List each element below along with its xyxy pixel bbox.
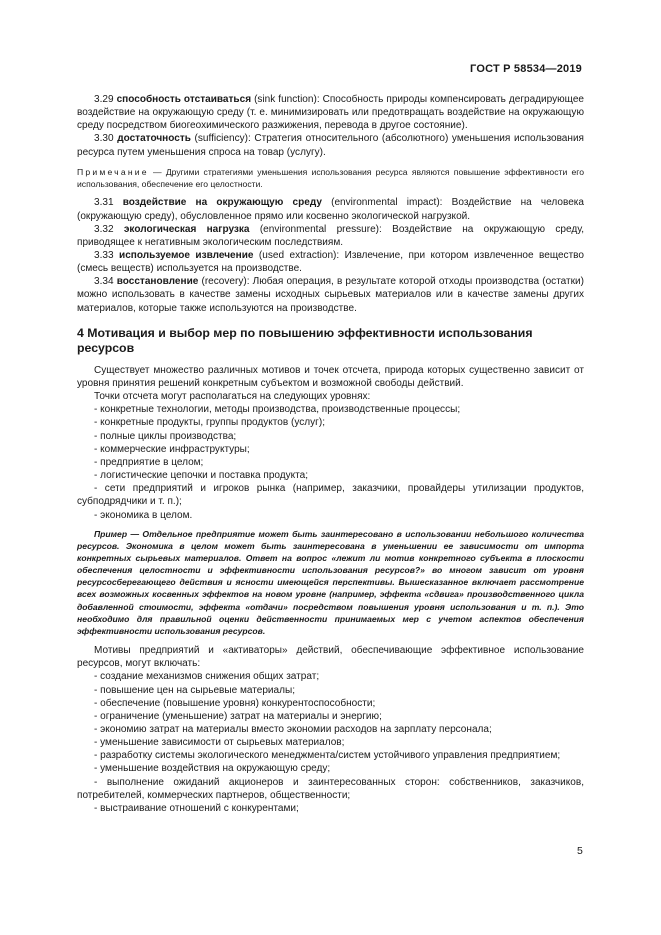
term-definition: [77, 275, 584, 314]
term-number: 3.33: [94, 250, 114, 261]
term-name: экологическая нагрузка: [123, 223, 250, 235]
motive-list-item: - обеспечение (повышение уровня) конкурентоспособности;: [94, 697, 376, 709]
motive-list-item: - уменьшение воздействия на окружающую среду;: [94, 763, 331, 775]
page-number: 5: [577, 845, 583, 857]
term-name: восстановление: [116, 276, 199, 288]
page-body: [77, 93, 584, 815]
term-number: 3.29: [94, 94, 114, 105]
term-definitions-group-2: [77, 196, 584, 314]
motive-list-item: - экономию затрат на материалы вместо экономии расходов на зарплату персонала;: [94, 724, 492, 735]
term-definition: [77, 132, 584, 158]
term-definition: [77, 196, 584, 222]
term-name: воздействие на окружающую среду: [122, 197, 322, 209]
level-list-item: - логистические цепочки и поставка продукта;: [94, 470, 309, 482]
motives-list: [77, 670, 584, 815]
term-text: (recovery): Любая операция, в результате которой отходы производства (остатки) можно использовать в качестве замены исходных сырьевых материалов или в качестве замены других материалов, которые также используются на производстве.: [77, 276, 585, 314]
intro-paragraph: Существует множество различных мотивов и точек отсчета, природа которых существенно зависит от уровня принятия решений конкретным субъектом и возможной свободы действий.: [77, 364, 584, 389]
level-list-item: - экономика в целом.: [94, 509, 193, 521]
example-paragraph: Пример — Отдельное предприятие может быть заинтересовано в использовании небольшого количества ресурсов. Экономика в целом может быть заинтересована в уменьшении ее зависимости от импорта конкретных сырьевых материалов. Ответ на вопрос «лежит ли мотив конкретного субъекта в плоскости обеспечения целостности и эффективности использования ресурсов?» во многом зависит от уровня ресурсосберегающего действия и ясности имеющейся перспективы. Вышесказанное включает рассмотрение всех возможных косвенных эффектов на новом уровне (например, эффекта «сдвига» производственного цикла добавленной стоимости, эффекта «отдачи» посредством повышения уровня использования и т. п.). Это необходимо для правильной оценки действенности принимаемых мер с учетом аспектов обеспечения эффективности использования ресурсов.: [77, 528, 584, 636]
term-number: 3.30: [94, 133, 114, 145]
term-definition: [77, 249, 584, 275]
term-name: способность отстаиваться: [116, 94, 252, 105]
term-number: 3.34: [94, 276, 114, 288]
term-number: 3.31: [94, 197, 114, 209]
level-list-item: - предприятие в целом;: [94, 456, 204, 468]
term-text: (environmental pressure): Воздействие на окружающую среду, приводящее к негативным экологическим последствиям.: [77, 223, 584, 248]
motive-list-item: - повышение цен на сырьевые материалы;: [94, 684, 296, 696]
level-list-item: - коммерческие инфраструктуры;: [94, 443, 250, 455]
levels-list: [77, 403, 584, 521]
term-definition: [77, 93, 584, 132]
motive-list-item: - выполнение ожиданий акционеров и заинтересованных сторон: собственников, заказчиков, потребителей, коммерческих партнеров, общественности;: [77, 776, 584, 801]
levels-intro-paragraph: Точки отсчета могут располагаться на следующих уровнях:: [94, 391, 371, 403]
term-text: (sufficiency): Стратегия относительного (абсолютного) уменьшения использования ресурса путем уменьшения спроса на товар (услугу).: [77, 133, 584, 158]
term-text: (used extraction): Извлечение, при котором извлеченное вещество (смесь веществ) используется на производстве.: [77, 250, 584, 275]
note-paragraph: [77, 166, 584, 191]
level-list-item: - конкретные продукты, группы продуктов (услуг);: [94, 417, 325, 429]
motive-list-item: - уменьшение зависимости от сырьевых материалов;: [94, 737, 345, 749]
term-definitions-group-1: [77, 93, 584, 159]
motives-intro-paragraph: Мотивы предприятий и «активаторы» действий, обеспечивающие эффективное использование ресурсов, могут включать:: [77, 645, 584, 670]
motive-list-item: - ограничение (уменьшение) затрат на материалы и энергию;: [94, 710, 382, 722]
term-name: используемое извлечение: [119, 250, 254, 261]
level-list-item: - конкретные технологии, методы производства, производственные процессы;: [94, 404, 461, 416]
section-heading: 4 Мотивация и выбор мер по повышению эффективности использования ресурсов: [77, 325, 533, 355]
motive-list-item: - создание механизмов снижения общих затрат;: [94, 671, 320, 683]
note-label: Примечание: [77, 166, 149, 177]
motive-list-item: - разработку системы экологического менеджмента/систем устойчивого управления предприятием;: [94, 750, 561, 762]
note-text: — Другими стратегиями уменьшения использования ресурса являются повышение эффективности его использования, обеспечение его целостности.: [77, 166, 584, 190]
term-name: достаточность: [117, 133, 191, 145]
motive-list-item: - выстраивание отношений с конкурентами;: [94, 802, 299, 814]
level-list-item: - сети предприятий и игроков рынка (например, заказчики, провайдеры утилизации продуктов, субподрядчики и т. п.);: [77, 483, 584, 508]
term-definition: [77, 223, 584, 249]
term-number: 3.32: [94, 223, 114, 235]
document-id-header: ГОСТ Р 58534—2019: [470, 63, 582, 75]
level-list-item: - полные циклы производства;: [94, 430, 237, 442]
term-text: (environmental impact): Воздействие на человека (окружающую среду), обусловленное прямо или косвенно экологической нагрузкой.: [77, 197, 584, 222]
term-text: (sink function): Способность природы компенсировать деградирующее воздействие на окружающую среду (т. е. минимизировать или предотвращать воздействие на окружающую среду посредством биогеохимического разжижения, перевода в другое состояние).: [77, 94, 585, 132]
